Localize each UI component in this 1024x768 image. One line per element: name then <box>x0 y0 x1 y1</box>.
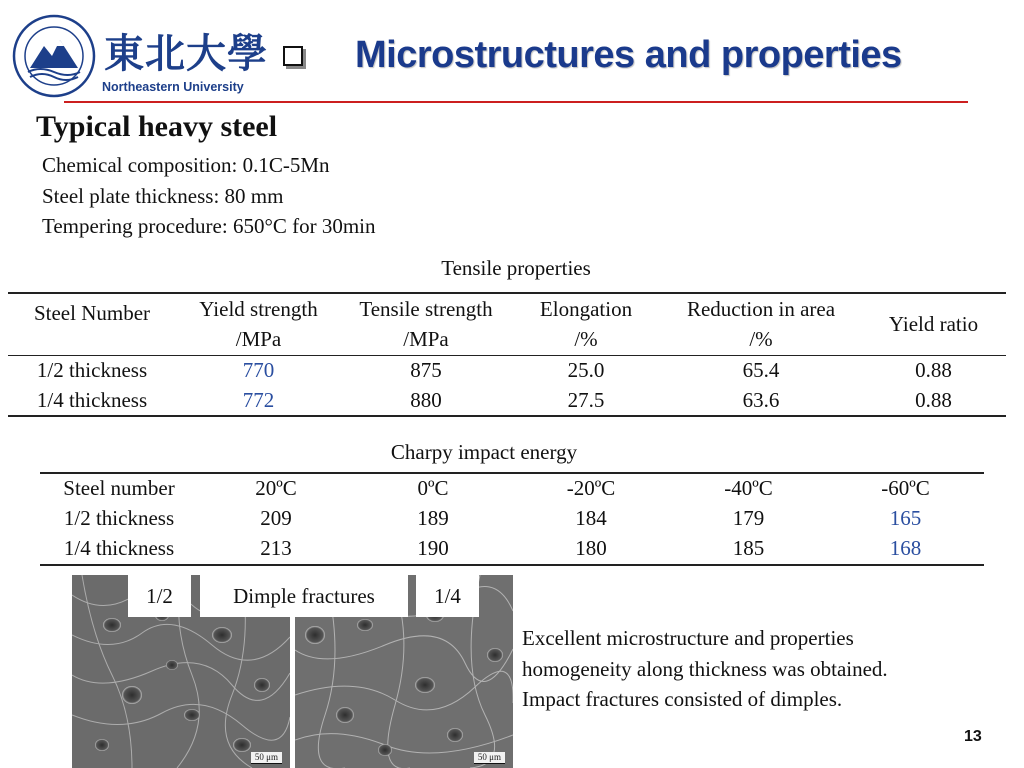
table-row <box>40 534 984 565</box>
table-row <box>40 504 984 535</box>
table-cell: 25.0 <box>567 358 605 382</box>
quarter-thickness-label: 1/4 <box>416 575 479 617</box>
slide-title: Microstructures and properties <box>355 34 902 76</box>
column-header: 0ºC <box>417 476 449 501</box>
table-row <box>8 355 1006 386</box>
dimple-fractures-label: Dimple fractures <box>200 575 408 617</box>
table-cell: 0.88 <box>915 358 952 382</box>
table-cell: 63.6 <box>742 387 780 412</box>
conclusion-line: homogeneity along thickness was obtained. <box>522 657 888 681</box>
charpy-impact-table <box>40 472 984 566</box>
section-heading: Typical heavy steel <box>36 110 278 143</box>
table-cell: 880 <box>410 387 442 412</box>
chemical-composition: Chemical composition: 0.1C-5Mn <box>42 153 330 177</box>
column-header: Tensile strength /MPa <box>341 293 511 355</box>
column-header: -60ºC <box>881 476 930 501</box>
column-header: Steel Number <box>8 293 176 355</box>
table-header-row <box>40 473 984 504</box>
university-seal-logo <box>12 14 96 98</box>
table-cell: 179 <box>732 506 765 531</box>
university-name-english: Northeastern University <box>102 80 244 94</box>
tensile-properties-table <box>8 292 1006 417</box>
half-thickness-label: 1/2 <box>128 575 191 617</box>
column-header: Elongation /% <box>511 293 661 355</box>
table-cell: 185 <box>732 536 765 561</box>
table-cell: 0.88 <box>915 387 952 412</box>
table-cell: 1/4 thickness <box>63 536 175 561</box>
table-cell: 213 <box>260 536 292 561</box>
column-header: -40ºC <box>724 476 773 501</box>
university-name-chinese: 東北大學 <box>104 30 268 77</box>
table-row <box>8 386 1006 417</box>
table-cell: 1/2 thickness <box>36 358 148 382</box>
column-header: Steel number <box>63 476 175 501</box>
tensile-caption: Tensile properties <box>441 256 591 280</box>
scale-bar: 50 μm <box>474 752 505 764</box>
scale-bar: 50 μm <box>251 752 282 764</box>
table-cell: 184 <box>575 506 607 531</box>
table-cell: 1/4 thickness <box>36 387 148 412</box>
table-cell: 189 <box>417 506 449 531</box>
table-cell: 168 <box>889 536 922 561</box>
title-divider <box>64 101 968 103</box>
column-header: Reduction in area /% <box>661 293 861 355</box>
table-cell: 165 <box>889 506 922 531</box>
page-number: 13 <box>964 728 982 745</box>
table-cell: 180 <box>575 536 607 561</box>
charpy-caption: Charpy impact energy <box>390 440 578 464</box>
table-cell: 875 <box>410 358 442 382</box>
column-header: -20ºC <box>566 476 616 501</box>
table-cell: 190 <box>417 536 449 561</box>
table-cell: 209 <box>260 506 292 531</box>
column-header: Yield ratio <box>861 293 1006 355</box>
conclusion-line: Excellent microstructure and properties <box>522 626 854 650</box>
table-cell: 65.4 <box>742 358 780 382</box>
table-header-row <box>8 293 1006 355</box>
tempering-procedure: Tempering procedure: 650°C for 30min <box>42 214 376 238</box>
plate-thickness: Steel plate thickness: 80 mm <box>42 184 284 208</box>
table-cell: 27.5 <box>567 387 605 412</box>
column-header: 20ºC <box>255 476 297 501</box>
table-cell: 772 <box>242 387 275 412</box>
square-bullet-icon <box>283 46 303 66</box>
table-cell: 1/2 thickness <box>63 506 175 531</box>
conclusion-line: Impact fractures consisted of dimples. <box>522 687 843 711</box>
table-cell: 770 <box>242 358 275 382</box>
column-header: Yield strength /MPa <box>176 293 341 355</box>
